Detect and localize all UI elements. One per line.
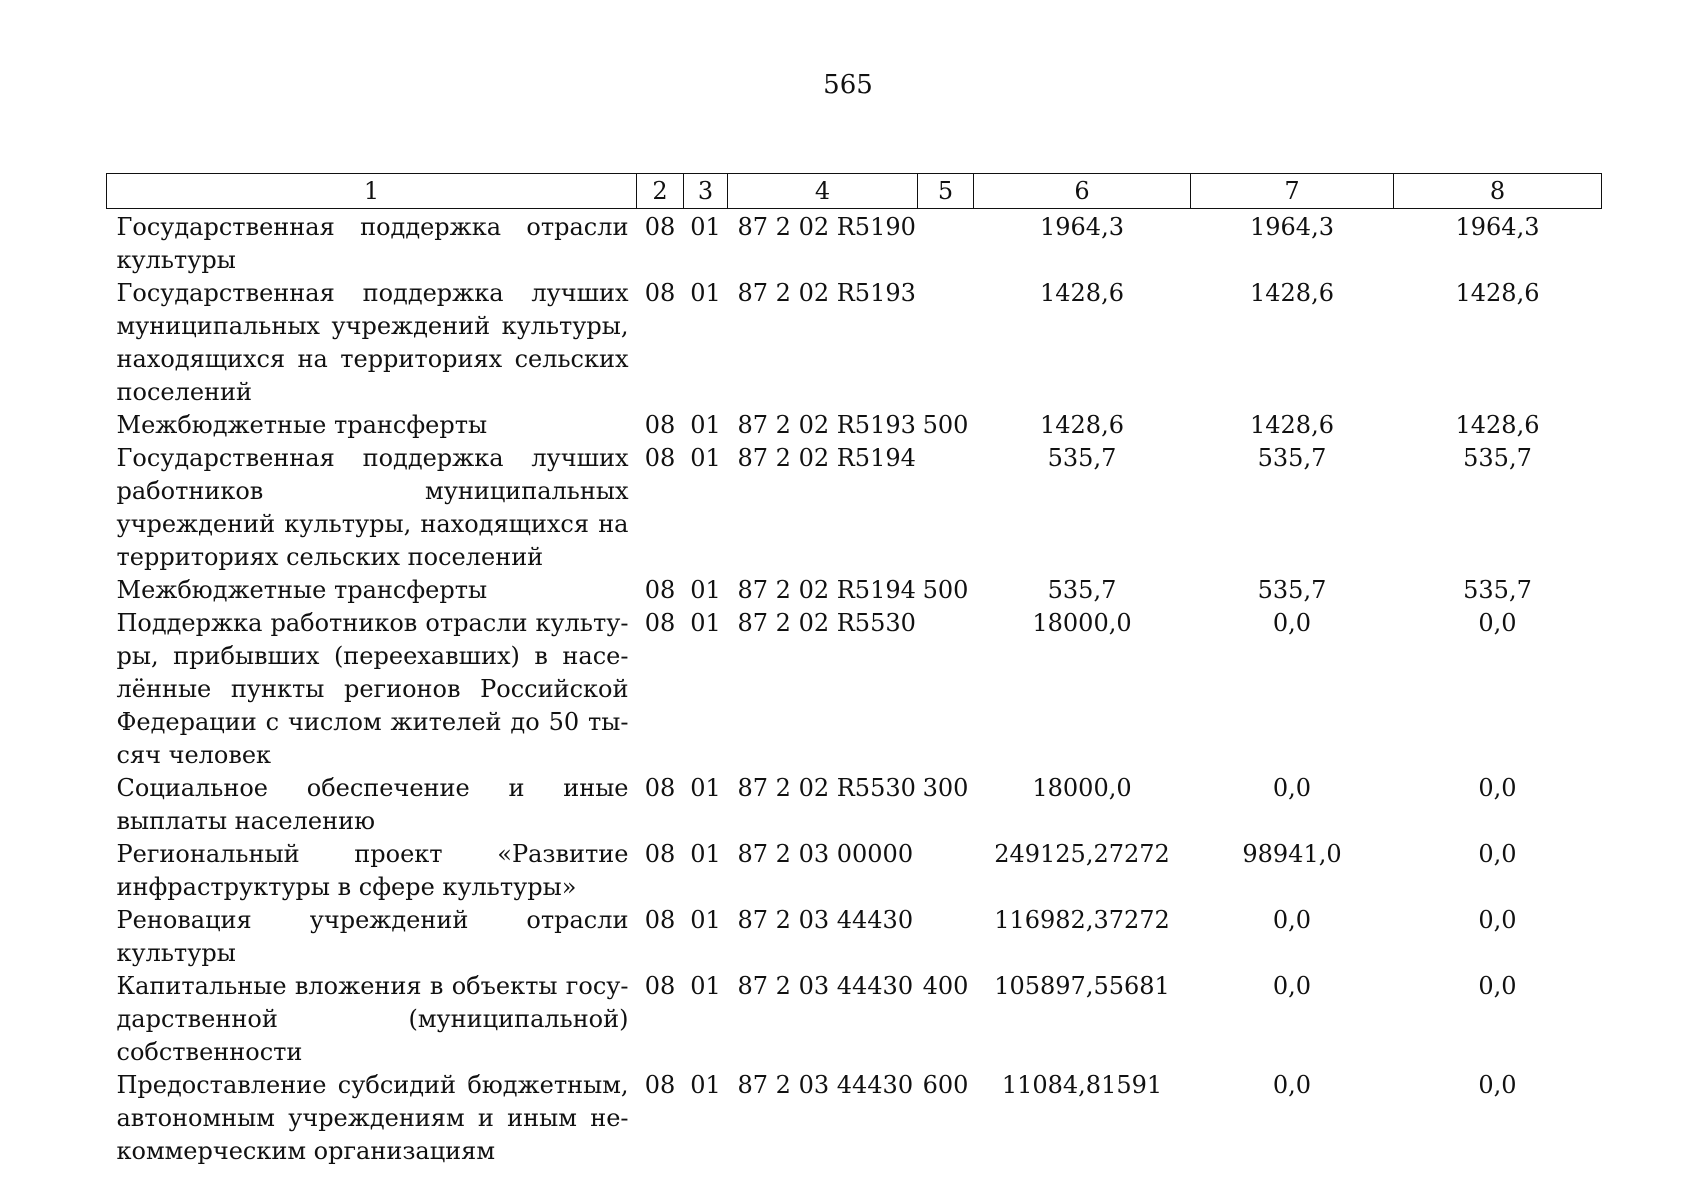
row-expense-type-cell: 500 <box>922 576 969 604</box>
row-expense-type-cell <box>918 209 974 278</box>
row-section-cell: 08 <box>644 213 676 241</box>
table-row <box>107 574 1602 607</box>
table-row <box>107 442 1602 574</box>
row-subsection-cell: 01 <box>690 609 721 637</box>
row-expense-type-cell: 400 <box>922 972 969 1000</box>
row-expense-type-cell <box>918 838 974 904</box>
row-subsection-cell: 01 <box>690 840 721 868</box>
header-row <box>107 174 1602 209</box>
row-section-cell: 08 <box>644 774 676 802</box>
row-section-cell: 08 <box>644 609 676 637</box>
row-target-code-cell: 87 2 03 44430 <box>737 1071 914 1099</box>
row-amount-col7-cell: 0,0 <box>1272 1071 1312 1099</box>
row-amount-col8-cell: 0,0 <box>1478 1071 1517 1099</box>
row-expense-type-cell <box>918 607 974 772</box>
row-amount-col8-cell: 0,0 <box>1478 609 1517 637</box>
row-section-cell: 08 <box>644 972 676 1000</box>
row-amount-col6-cell: 249125,27272 <box>994 840 1170 868</box>
row-expense-type-cell <box>918 904 974 970</box>
row-name-cell: Поддержка работников отрасли культуры, прибывших (переехавших) в населённые пункты регионов Российской Федерации с числом жителей до 50 тысяч человек <box>116 609 629 769</box>
row-amount-col6-cell: 116982,37272 <box>994 906 1170 934</box>
header-cell-2: 2 <box>637 174 684 209</box>
table-row <box>107 772 1602 838</box>
row-name-cell: Региональный проект «Развитие инфраструктуры в сфере культуры» <box>116 840 629 901</box>
row-amount-col7-cell: 0,0 <box>1272 972 1312 1000</box>
row-amount-col8-cell: 0,0 <box>1478 972 1517 1000</box>
row-subsection-cell: 01 <box>690 576 721 604</box>
row-amount-col6-cell: 1428,6 <box>1040 411 1124 439</box>
table-row <box>107 607 1602 772</box>
row-subsection-cell: 01 <box>690 1071 721 1099</box>
row-amount-col7-cell: 1428,6 <box>1250 411 1334 439</box>
row-amount-col8-cell: 1428,6 <box>1455 279 1540 307</box>
row-section-cell: 08 <box>644 576 676 604</box>
table-row <box>107 409 1602 442</box>
row-section-cell: 08 <box>644 444 676 472</box>
row-amount-col8-cell: 0,0 <box>1478 840 1517 868</box>
row-expense-type-cell: 300 <box>922 774 969 802</box>
row-subsection-cell: 01 <box>690 972 721 1000</box>
row-amount-col7-cell: 1964,3 <box>1250 213 1334 241</box>
row-name-cell: Социальное обеспечение и иные выплаты населению <box>116 774 629 835</box>
row-amount-col7-cell: 0,0 <box>1272 906 1312 934</box>
table-row <box>107 970 1602 1069</box>
row-target-code-cell: 87 2 03 00000 <box>737 840 914 868</box>
row-section-cell: 08 <box>644 279 676 307</box>
row-amount-col8-cell: 1428,6 <box>1455 411 1540 439</box>
row-amount-col8-cell: 0,0 <box>1478 774 1517 802</box>
row-name-cell: Государственная поддержка лучших муниципальных учреждений культуры, находящихся на территориях сельских поселений <box>116 279 629 406</box>
header-cell-8: 8 <box>1394 174 1602 209</box>
row-amount-col6-cell: 535,7 <box>1047 576 1117 604</box>
row-name-cell: Государственная поддержка отрасли культуры <box>116 213 629 274</box>
row-amount-col7-cell: 0,0 <box>1272 609 1312 637</box>
row-amount-col6-cell: 105897,55681 <box>994 972 1170 1000</box>
header-cell-7: 7 <box>1191 174 1394 209</box>
row-subsection-cell: 01 <box>690 213 721 241</box>
row-subsection-cell: 01 <box>690 774 721 802</box>
row-name-cell: Межбюджетные трансферты <box>116 576 488 604</box>
row-amount-col7-cell: 0,0 <box>1272 774 1312 802</box>
row-amount-col7-cell: 535,7 <box>1257 444 1327 472</box>
row-name-cell: Государственная поддержка лучших работников муниципальных учреждений культуры, находящихся на территориях сельских поселений <box>116 444 629 571</box>
row-target-code-cell: 87 2 03 44430 <box>737 972 914 1000</box>
row-target-code-cell: 87 2 03 44430 <box>737 906 914 934</box>
row-section-cell: 08 <box>644 906 676 934</box>
header-cell-1: 1 <box>107 174 637 209</box>
row-section-cell: 08 <box>644 840 676 868</box>
header-cell-5: 5 <box>918 174 974 209</box>
row-subsection-cell: 01 <box>690 444 721 472</box>
table-row <box>107 277 1602 409</box>
row-target-code-cell: 87 2 02 R5530 <box>737 774 916 802</box>
row-amount-col7-cell: 1428,6 <box>1250 279 1334 307</box>
row-section-cell: 08 <box>644 1071 676 1099</box>
row-expense-type-cell: 500 <box>922 411 969 439</box>
row-target-code-cell: 87 2 02 R5193 <box>737 279 916 307</box>
row-name-cell: Межбюджетные трансферты <box>116 411 488 439</box>
row-amount-col8-cell: 1964,3 <box>1455 213 1540 241</box>
row-name-cell: Реновация учреждений отрасли культуры <box>116 906 629 967</box>
row-amount-col6-cell: 1964,3 <box>1040 213 1124 241</box>
row-amount-col6-cell: 1428,6 <box>1040 279 1124 307</box>
table-row <box>107 904 1602 970</box>
row-target-code-cell: 87 2 02 R5194 <box>737 444 916 472</box>
row-target-code-cell: 87 2 02 R5194 <box>737 576 916 604</box>
row-expense-type-cell <box>918 442 974 574</box>
row-amount-col6-cell: 11084,81591 <box>1001 1071 1163 1099</box>
row-section-cell: 08 <box>644 411 676 439</box>
row-name-cell: Предоставление субсидий бюджетным, автономным учреждениям и иным некоммерческим организациям <box>116 1071 629 1165</box>
row-amount-col7-cell: 98941,0 <box>1242 840 1342 868</box>
table-row <box>107 838 1602 904</box>
row-amount-col8-cell: 535,7 <box>1463 576 1532 604</box>
row-amount-col6-cell: 18000,0 <box>1032 609 1132 637</box>
header-cell-4: 4 <box>728 174 918 209</box>
row-subsection-cell: 01 <box>690 279 721 307</box>
row-subsection-cell: 01 <box>690 411 721 439</box>
table-row <box>107 209 1602 278</box>
budget-table <box>106 173 1602 1168</box>
row-subsection-cell: 01 <box>690 906 721 934</box>
row-amount-col6-cell: 18000,0 <box>1032 774 1132 802</box>
page-number: 565 <box>823 70 873 100</box>
row-name-cell: Капитальные вложения в объекты государственной (муниципальной) собственности <box>116 972 629 1066</box>
row-amount-col8-cell: 0,0 <box>1478 906 1517 934</box>
row-expense-type-cell: 600 <box>922 1071 969 1099</box>
row-expense-type-cell <box>918 277 974 409</box>
header-cell-3: 3 <box>684 174 728 209</box>
row-amount-col6-cell: 535,7 <box>1047 444 1117 472</box>
row-target-code-cell: 87 2 02 R5530 <box>737 609 916 637</box>
row-amount-col7-cell: 535,7 <box>1257 576 1327 604</box>
table-header <box>107 174 1602 209</box>
row-amount-col8-cell: 535,7 <box>1463 444 1532 472</box>
table-row <box>107 1069 1602 1168</box>
header-cell-6: 6 <box>974 174 1191 209</box>
table-body <box>107 209 1602 1169</box>
row-target-code-cell: 87 2 02 R5193 <box>737 411 916 439</box>
row-target-code-cell: 87 2 02 R5190 <box>737 213 916 241</box>
